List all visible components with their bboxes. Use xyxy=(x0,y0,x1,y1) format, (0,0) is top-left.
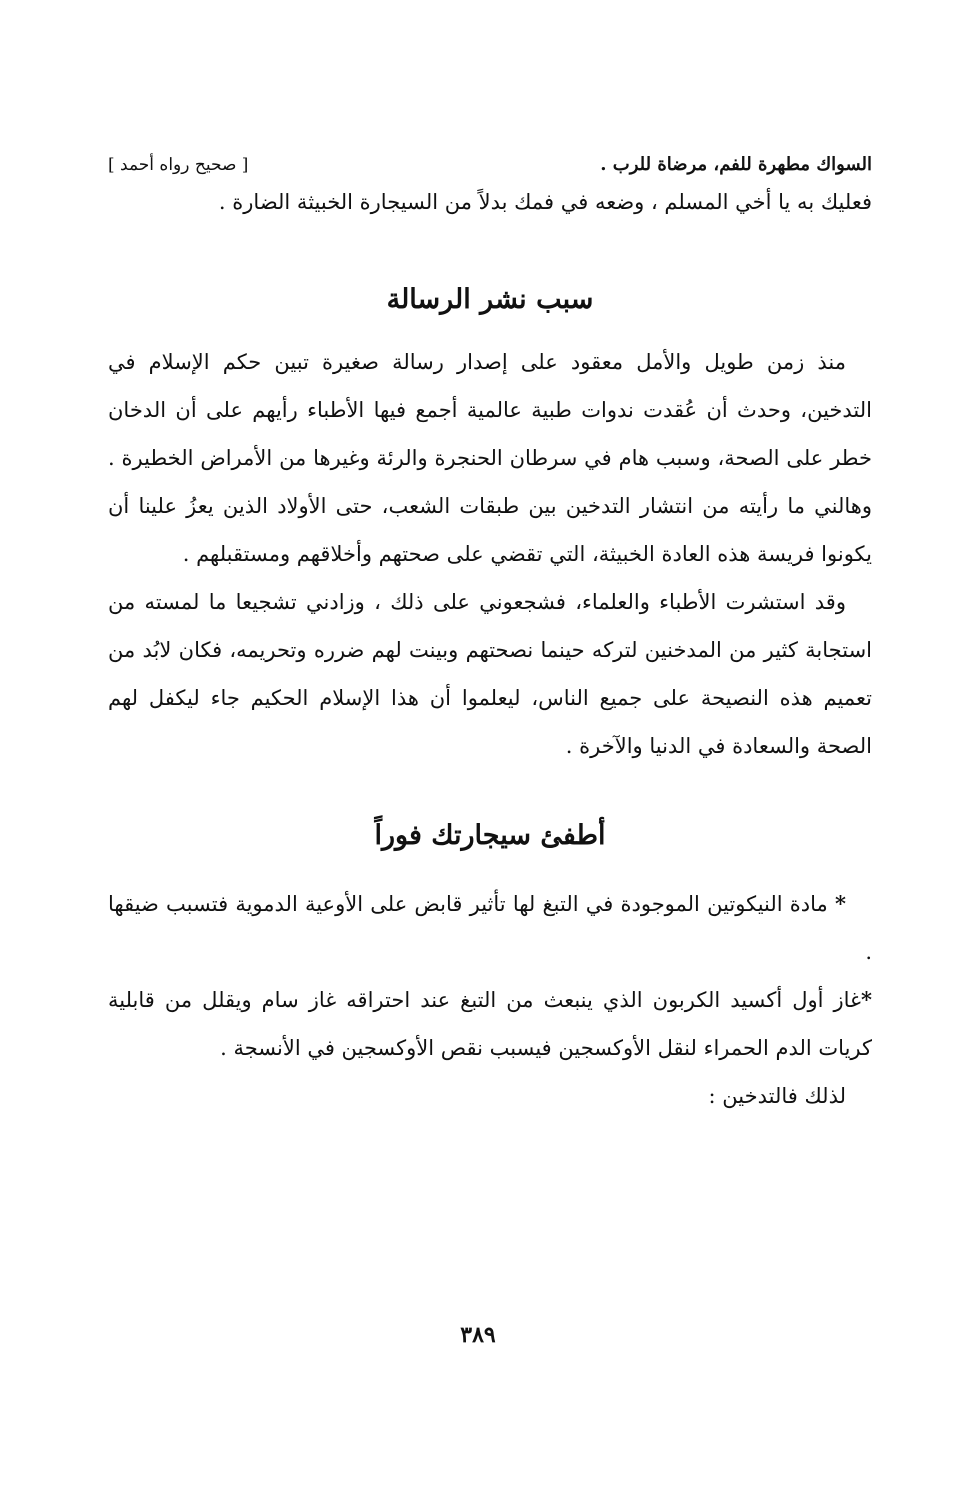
bullet-carbon-monoxide-text: غاز أول أكسيد الكربون الذي ينبعث من التبغ عند احتراقه غاز سام ويقلل من قابلية كريات الدم الحمراء لنقل الأوكسجين فيسبب نقص الأوكسجين في الأنسجة . xyxy=(108,988,872,1060)
hadith-text: السواك مطهرة للفم، مرضاة للرب . xyxy=(600,154,872,175)
bullet-carbon-monoxide xyxy=(108,976,872,1072)
section-title-reason: سبب نشر الرسالة xyxy=(386,284,594,315)
bullet-star-icon: * xyxy=(861,987,872,1012)
bullet-star-icon: * xyxy=(835,891,846,916)
section-title-extinguish: أطفئ سيجارتك فوراً xyxy=(374,820,606,851)
intro-line: فعليك به يا أخي المسلم ، وضعه في فمك بدلاً من السيجارة الخبيثة الضارة . xyxy=(218,190,872,214)
page-number: ٣٨٩ xyxy=(460,1322,496,1348)
bullet-nicotine xyxy=(108,880,872,976)
closing-line: لذلك فالتدخين : xyxy=(708,1084,846,1108)
hadith-line xyxy=(108,148,872,182)
paragraph-reason-1: منذ زمن طويل والأمل معقود على إصدار رسالة صغيرة تبين حكم الإسلام في التدخين، وحدث أن عُقدت ندوات طبية عالمية أجمع فيها الأطباء رأيهم على أن الدخان خطر على الصحة، وسبب هام في سرطان الحنجرة والرئة وغيرها من الأمراض الخطيرة . وهالني ما رأيته من انتشار التدخين بين طبقات الشعب، حتى الأولاد الذين يعزُ علينا أن يكونوا فريسة هذه العادة الخبيثة، التي تقضي على صحتهم وأخلاقهم ومستقبلهم . xyxy=(108,350,872,566)
bullet-nicotine-text: مادة النيكوتين الموجودة في التبغ لها تأثير قابض على الأوعية الدموية فتسبب ضيقها . xyxy=(108,892,872,964)
hadith-source: [ صحيح رواه أحمد ] xyxy=(108,155,249,175)
paragraph-reason-2: وقد استشرت الأطباء والعلماء، فشجعوني على ذلك ، وزادني تشجيعا ما لمسته من استجابة كثير من المدخنين لتركه حينما نصحتهم وبينت لهم ضرره وتحريمه، فكان لابُد من تعميم هذه النصيحة على جميع الناس، ليعلموا أن هذا الإسلام الحكيم جاء ليكفل لهم الصحة والسعادة في الدنيا والآخرة . xyxy=(108,590,872,758)
page-content xyxy=(108,148,872,1120)
